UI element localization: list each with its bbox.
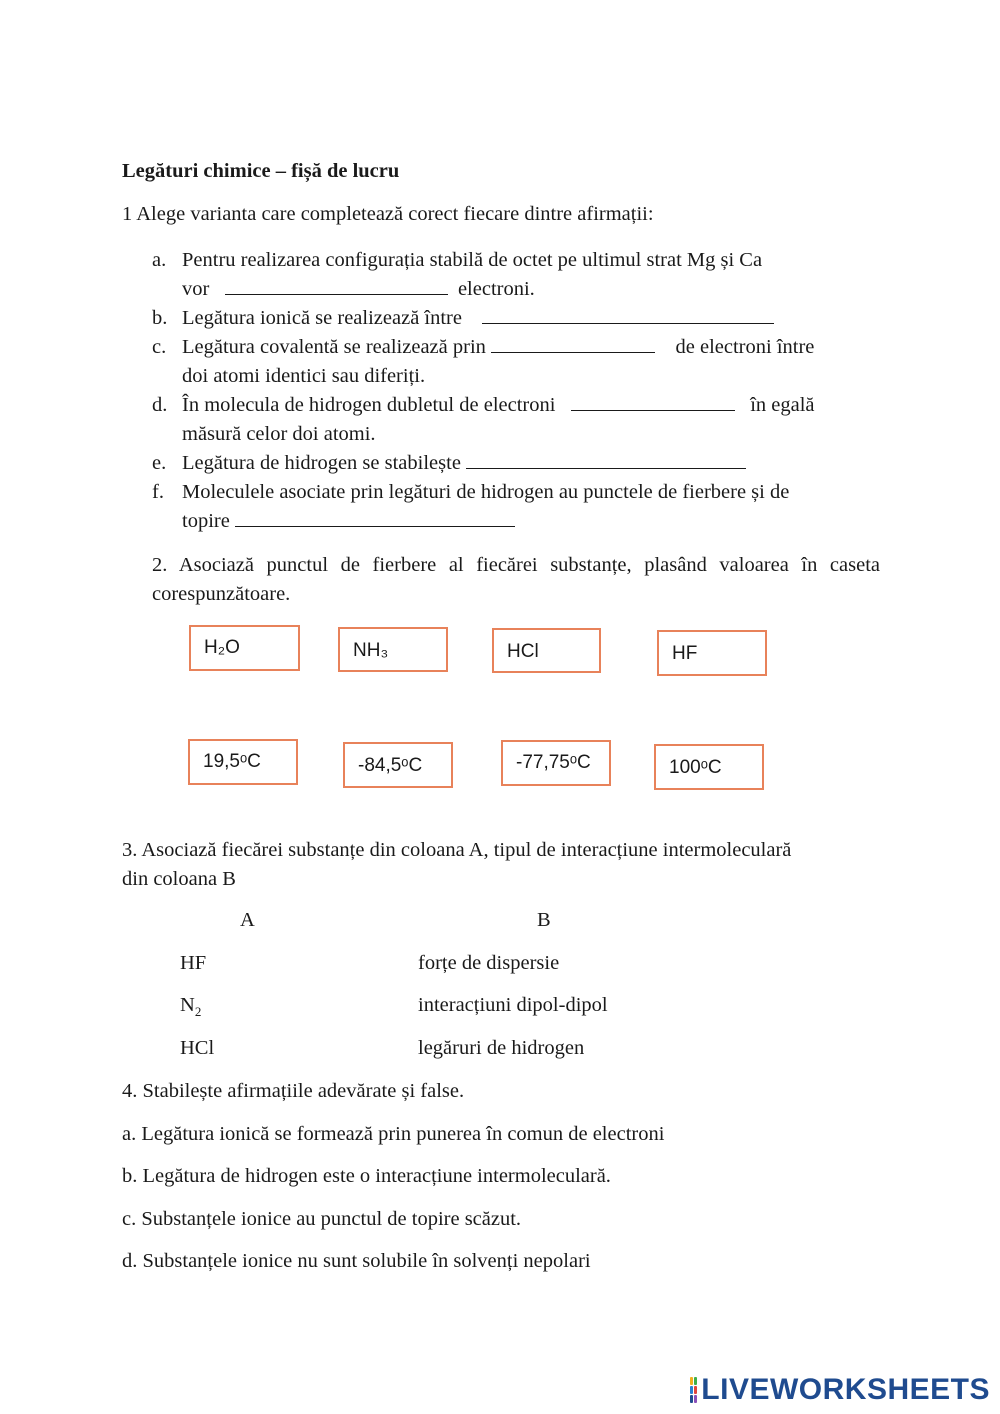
value-box-minus-77-75[interactable]: -77,75ᵒC <box>501 740 611 786</box>
q1-item-f <box>152 478 880 536</box>
item-label: b. <box>152 307 168 329</box>
item-label: d. <box>152 394 168 416</box>
column-a-item-hf: HF <box>180 952 207 974</box>
column-a-item-hcl: HCl <box>180 1037 215 1059</box>
item-text-line2: vor electroni. <box>182 275 880 304</box>
question-1-list <box>152 246 880 536</box>
q1-item-d: d. În molecula de hidrogen dubletul de electroni în egală măsură celor doi atomi. <box>152 391 880 449</box>
q4-statement-c: c. Substanțele ionice au punctul de topire scăzut. <box>122 1208 522 1230</box>
column-a-header: A <box>240 909 255 931</box>
answer-blank-e[interactable] <box>466 449 746 469</box>
item-label: f. <box>152 481 164 503</box>
answer-blank-f[interactable] <box>235 507 515 527</box>
q1-item-e: e. Legătura de hidrogen se stabilește <box>152 449 880 478</box>
q4-statement-d: d. Substanțele ionice nu sunt solubile în solvenți nepolari <box>122 1250 591 1272</box>
liveworksheets-mark-icon <box>690 1377 697 1403</box>
item-text: Pentru realizarea configurația stabilă de octet pe ultimul strat Mg și Ca <box>182 249 763 271</box>
item-text-line2: topire <box>182 507 880 536</box>
answer-blank-d[interactable] <box>571 391 735 411</box>
item-label: e. <box>152 452 167 474</box>
column-b-item-dispersion: forțe de dispersie <box>418 952 560 974</box>
column-b-item-dipole: interacțiuni dipol-dipol <box>418 994 608 1016</box>
q1-item-a <box>152 246 880 304</box>
substance-box-h2o: H₂O <box>189 625 300 671</box>
question-1-prompt: 1 Alege varianta care completează corect fiecare dintre afirmații: <box>122 203 654 225</box>
answer-blank-b[interactable] <box>482 304 774 324</box>
q1-item-c: c. Legătura covalentă se realizează prin de electroni între doi atomi identici sau diferiți. <box>152 333 880 391</box>
answer-blank-a[interactable] <box>225 275 448 295</box>
question-3-prompt: 3. Asociază fiecărei substanțe din coloana A, tipul de interacțiune intermoleculară din coloana B <box>122 839 792 890</box>
column-b-item-hydrogen: legăruri de hidrogen <box>418 1037 585 1059</box>
q4-statement-b: b. Legătura de hidrogen este o interacțiune intermoleculară. <box>122 1165 611 1187</box>
value-box-100[interactable]: 100ᵒC <box>654 744 764 790</box>
substance-box-nh3: NH₃ <box>338 627 448 672</box>
liveworksheets-logo <box>690 1372 990 1408</box>
answer-blank-c[interactable] <box>491 333 655 353</box>
item-label: c. <box>152 336 167 358</box>
q4-statement-a: a. Legătura ionică se formează prin punerea în comun de electroni <box>122 1123 665 1145</box>
column-a-item-n2: $N_2$ <box>180 994 202 1020</box>
value-box-minus-84-5[interactable]: -84,5ᵒC <box>343 742 453 788</box>
substance-box-hf: HF <box>657 630 767 676</box>
substance-box-hcl: HCl <box>492 628 601 673</box>
worksheet-title: Legături chimice – fișă de lucru <box>122 160 400 182</box>
item-label: a. <box>152 249 167 271</box>
item-text-line2: doi atomi identici sau diferiți. <box>182 365 426 387</box>
value-box-19-5[interactable]: 19,5ᵒC <box>188 739 298 785</box>
item-text-line2: măsură celor doi atomi. <box>182 423 376 445</box>
item-text: Moleculele asociate prin legături de hidrogen au punctele de fierbere și de <box>182 481 790 503</box>
question-4-prompt: 4. Stabilește afirmațiile adevărate și false. <box>122 1080 465 1102</box>
column-b-header: B <box>537 909 551 931</box>
question-2-prompt: 2. Asociază punctul de fierbere al fiecărei substanțe, plasând valoarea în caseta corespunzătoare. <box>152 554 880 605</box>
q1-item-b: b. Legătura ionică se realizează între <box>152 304 880 333</box>
logo-text: LIVEWORKSHEETS <box>701 1373 990 1406</box>
